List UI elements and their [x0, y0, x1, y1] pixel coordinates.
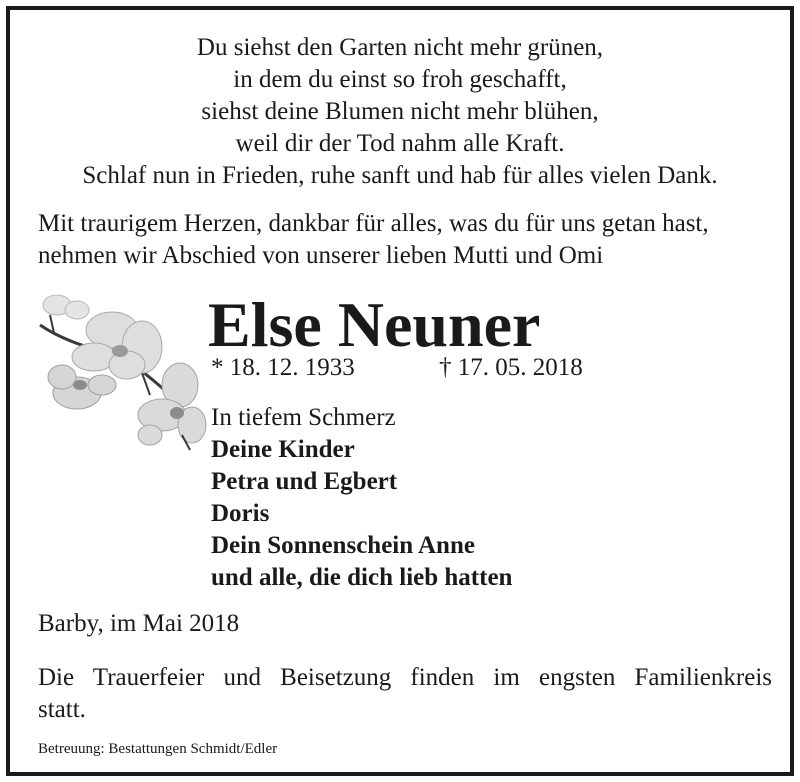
birth-date: * 18. 12. 1933 [211, 354, 355, 381]
funeral-notice [38, 662, 772, 726]
obituary-notice [6, 6, 794, 776]
mourner-name: Dein Sonnenschein Anne [211, 532, 475, 559]
orchid-icon [32, 285, 212, 465]
poem-line: in dem du einst so froh geschafft, [233, 66, 567, 93]
funeral-home-credit: Betreuung: Bestattungen Schmidt/Edler [38, 741, 278, 757]
poem-line: siehst deine Blumen nicht mehr blühen, [201, 98, 599, 125]
poem-line: Du siehst den Garten nicht mehr grünen, [196, 34, 604, 61]
death-date: † 17. 05. 2018 [439, 354, 583, 381]
intro-text [38, 208, 778, 272]
mourner-name: Petra und Egbert [211, 468, 398, 495]
mourner-name: Doris [211, 500, 270, 527]
poem-line: Schlaf nun in Frieden, ruhe sanft und hab für alles vielen Dank. [82, 162, 718, 189]
mourner-name: und alle, die dich lieb hatten [211, 564, 513, 591]
mourner-name: Deine Kinder [211, 436, 355, 463]
poem-line: weil dir der Tod nahm alle Kraft. [235, 130, 565, 157]
place-date: Barby, im Mai 2018 [38, 610, 240, 637]
poem [10, 32, 790, 192]
funeral-notice-line: statt. [38, 696, 86, 723]
funeral-notice-line: Die Trauerfeier und Beisetzung finden im engsten Familienkreis [38, 664, 772, 691]
deceased-name: Else Neuner [208, 289, 541, 360]
mourners-list [211, 402, 512, 594]
intro-line: Mit traurigem Herzen, dankbar für alles, was du für uns getan hast, [38, 210, 709, 237]
intro-line: nehmen wir Abschied von unserer lieben Mutti und Omi [38, 242, 604, 269]
mourners-heading: In tiefem Schmerz [211, 404, 396, 431]
